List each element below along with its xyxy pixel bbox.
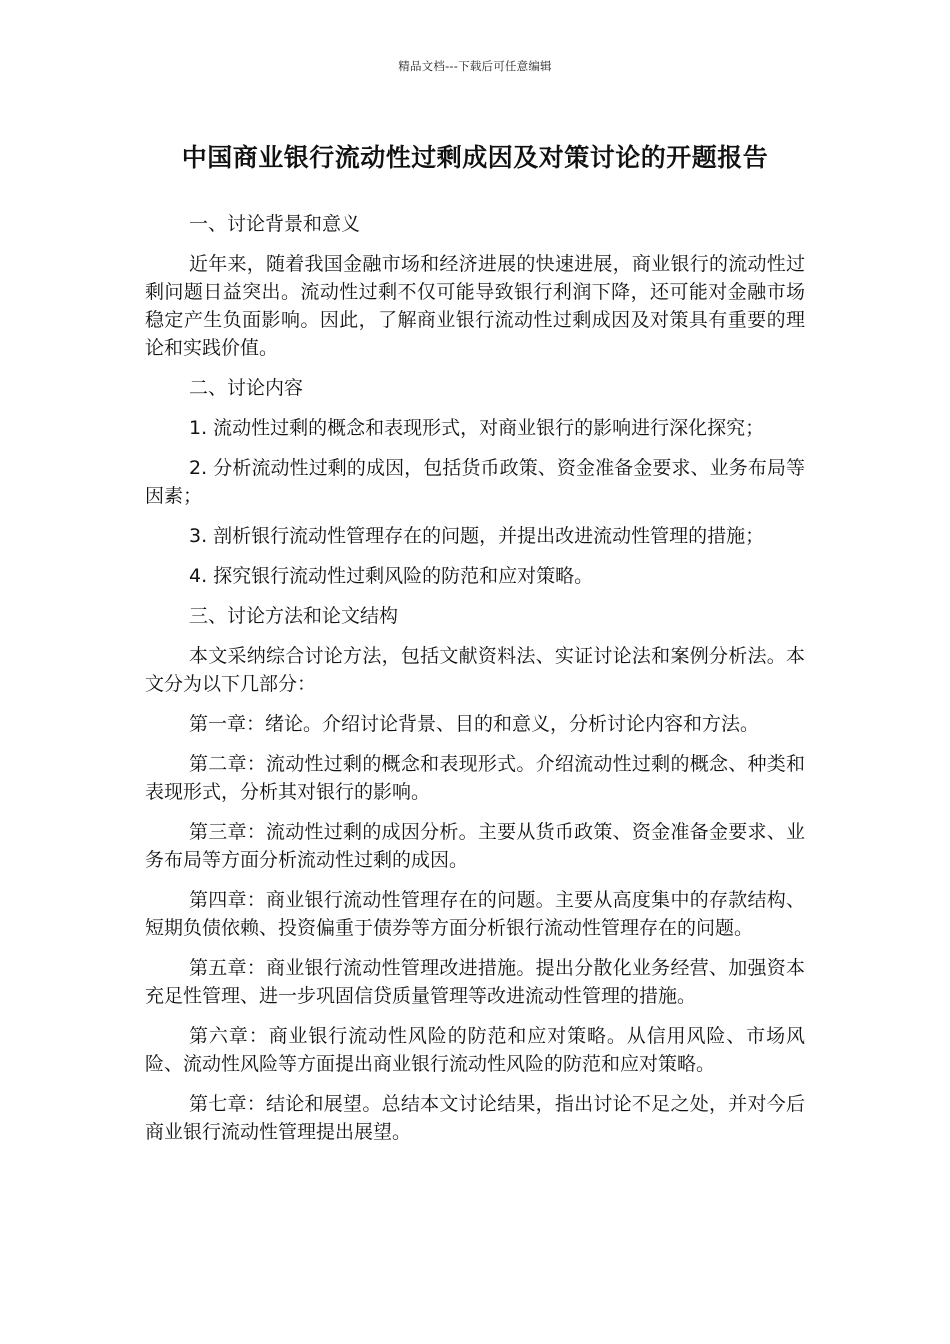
header-note: 精品文档---下载后可任意编辑 xyxy=(398,59,552,73)
section-heading-background: 一、讨论背景和意义 xyxy=(189,213,361,235)
chapter-1: 第一章：绪论。介绍讨论背景、目的和意义，分析讨论内容和方法。 xyxy=(189,713,760,735)
chapter-7: 第七章：结论和展望。总结本文讨论结果，指出讨论不足之处，并对今后商业银行流动性管理提出展望。 xyxy=(145,1093,805,1143)
chapter-6: 第六章：商业银行流动性风险的防范和应对策略。从信用风险、市场风险、流动性风险等方面提出商业银行流动性风险的防范和应对策略。 xyxy=(145,1025,805,1075)
content-item-3: 3. 剖析银行流动性管理存在的问题，并提出改进流动性管理的措施； xyxy=(189,525,765,547)
section-heading-content: 二、讨论内容 xyxy=(189,377,304,399)
content-item-2: 2. 分析流动性过剩的成因，包括货币政策、资金准备金要求、业务布局等因素； xyxy=(145,457,805,507)
section-heading-method: 三、讨论方法和论文结构 xyxy=(189,605,399,627)
chapter-4: 第四章：商业银行流动性管理存在的问题。主要从高度集中的存款结构、短期负债依赖、投资偏重于债券等方面分析银行流动性管理存在的问题。 xyxy=(145,889,805,939)
chapter-5: 第五章：商业银行流动性管理改进措施。提出分散化业务经营、加强资本充足性管理、进一步巩固信贷质量管理等改进流动性管理的措施。 xyxy=(145,957,805,1007)
document-title: 中国商业银行流动性过剩成因及对策讨论的开题报告 xyxy=(181,143,769,172)
content-item-1: 1. 流动性过剩的概念和表现形式，对商业银行的影响进行深化探究； xyxy=(189,417,765,439)
chapter-3: 第三章：流动性过剩的成因分析。主要从货币政策、资金准备金要求、业务布局等方面分析流动性过剩的成因。 xyxy=(145,821,805,871)
chapter-2: 第二章：流动性过剩的概念和表现形式。介绍流动性过剩的概念、种类和表现形式，分析其对银行的影响。 xyxy=(145,753,805,803)
content-item-4: 4. 探究银行流动性过剩风险的防范和应对策略。 xyxy=(189,565,594,587)
paragraph-method: 本文采纳综合讨论方法，包括文献资料法、实证讨论法和案例分析法。本文分为以下几部分： xyxy=(145,645,805,695)
paragraph-background: 近年来，随着我国金融市场和经济进展的快速进展，商业银行的流动性过剩问题日益突出。流动性过剩不仅可能导致银行利润下降，还可能对金融市场稳定产生负面影响。因此，了解商业银行流动性过剩成因及对策具有重要的理论和实践价值。 xyxy=(145,253,805,359)
document-body xyxy=(145,210,805,1158)
